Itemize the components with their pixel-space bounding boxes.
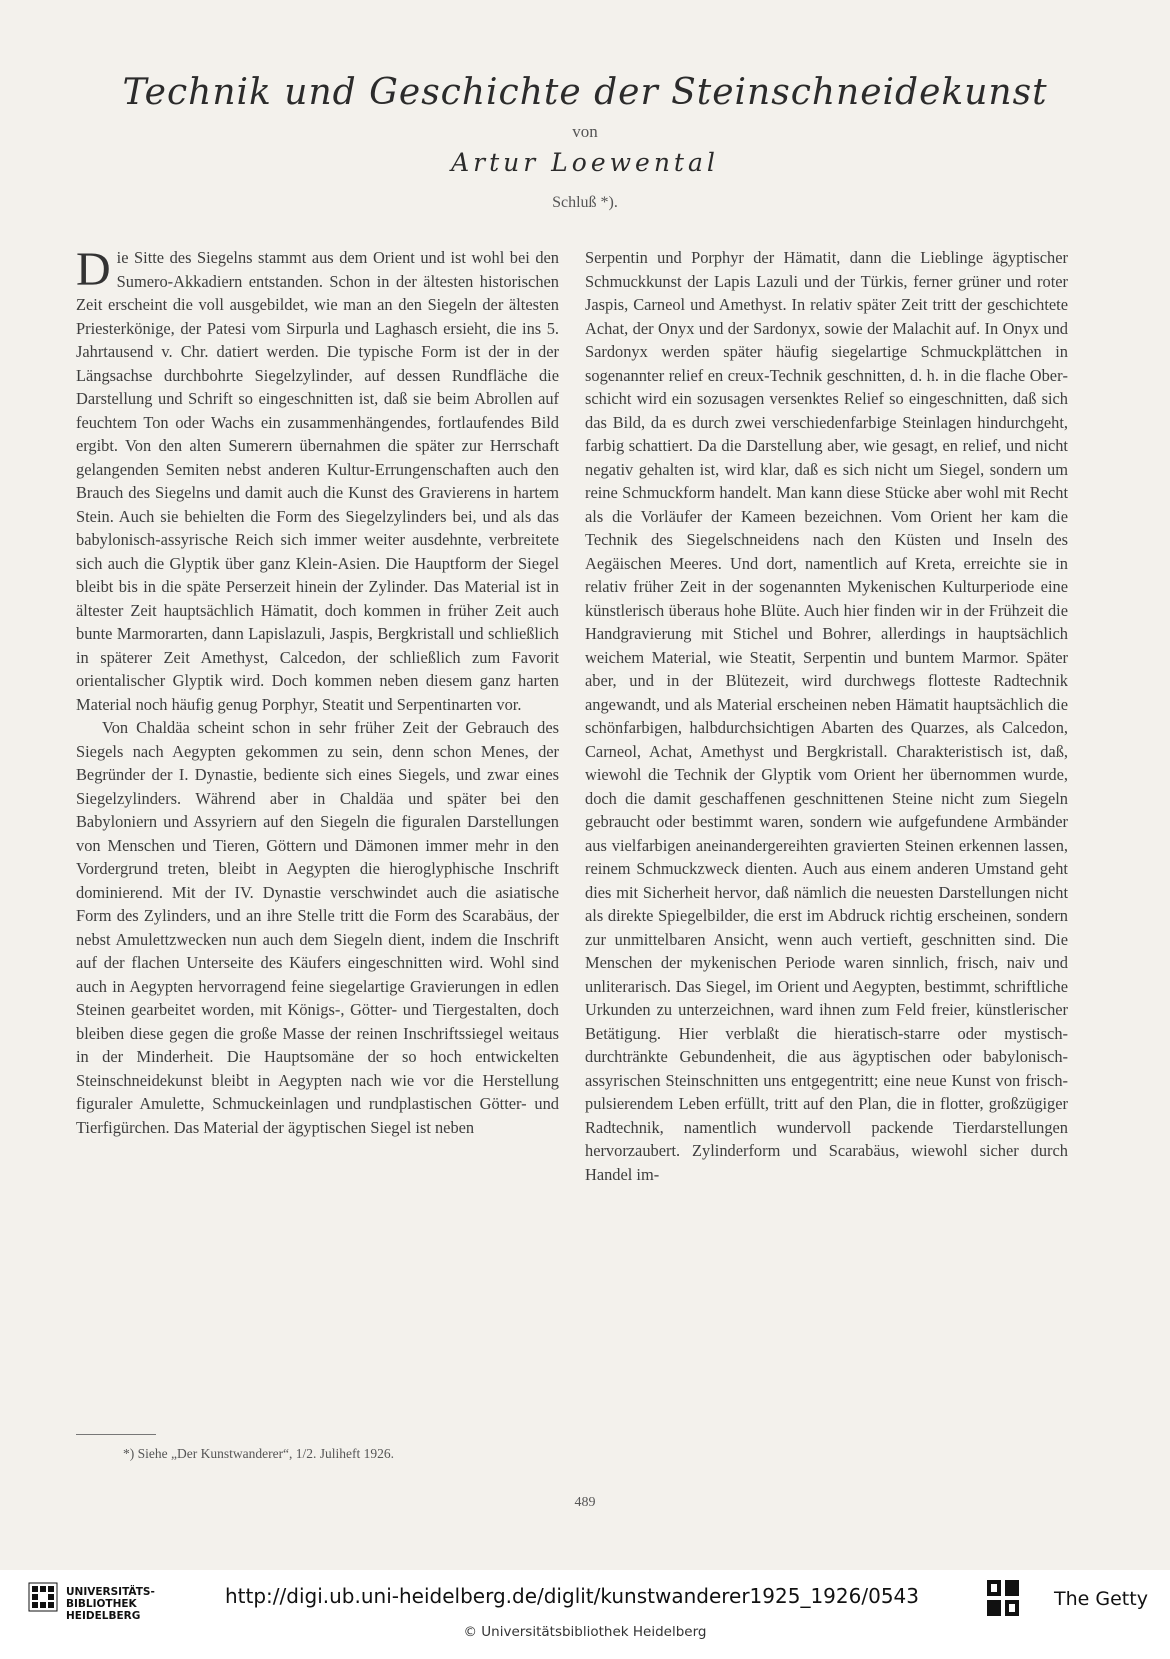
right-paragraph-1: Serpentin und Porphyr der Hämatit, dann die Lieblinge ägyptischer Schmuckkunst der Lapis Lazuli und der Türkis, ferner grüner und roter Jaspis, Carneol und Amethyst. In relativ später Zeit tritt der geschichtete Achat, der Onyx und der Sardonyx, sowie der Malachit auf. In Onyx und Sardonyx werden später häufig siegelartige Schmuckplättchen in sogenannter relief en creux-Technik geschnitten, d. h. in die flache Oberschicht wird ein sozusagen versenktes Relief so eingeschnitten, daß sich das Bild, da es durch zwei verschiedenfarbige Steinlagen hindurchgeht, farbig schattiert. Da die Darstellung aber, wie gesagt, en relief, und nicht negativ gehalten ist, wird klar, daß es sich nicht um Siegel, sondern um reine Schmuckform handelt. Man kann diese Stücke aber wohl mit Recht als die Vorläufer der Kameen bezeichnen. Vom Orient her kam die Technik des Siegelschneidens nach den Küsten und Inseln des Aegäischen Meeres. Und dort, namentlich auf Kreta, erreichte sie in relativ früher Zeit in der sogenannten Mykenischen Kulturperiode eine künstlerisch überaus hohe Blüte. Auch hier finden wir in der Frühzeit die Handgravierung mit Stichel und Bohrer, allerdings in hauptsächlich weichem Material, wie Steatit, Serpentin und buntem Marmor. Später aber, und in der Blütezeit, wird durchwegs flotteste Radtechnik angewandt, und als Material erscheinen neben Hämatit hauptsächlich die schönfarbigen, halbdurchsichtigen Abarten des Quarzes, als Calcedon, Carneol, Achat, Amethyst und Bergkristall. Charakteristisch ist, daß, wiewohl die Technik der Glyptik vom Orient her übernommen wurde, doch die damit geschaffenen geschnittenen Steine nicht zum Siegeln gebraucht oder bestimmt waren, sondern wie aufgefundene Armbänder aus vielfarbigen aneinandergereihten gravierten Steinen erkennen lassen, reinem Schmuckzweck dienten. Auch aus einem anderen Umstand geht dies mit Sicherheit hervor, daß nämlich die neuesten Darstellungen nicht als direkte Spiegelbilder, die erst im Abdruck richtig erscheinen, sondern zur unmittelbaren Ansicht, wenn auch vertieft, geschnitten sind. Die Menschen der mykenischen Periode waren sinnlich, frisch, naiv und unliterarisch. Das Siegel, im Orient und Aegypten, bestimmt, schriftliche Urkunden zu unterzeichnen, ward ihnen zum Feld freier, künstlerischer Betätigung. Hier verblaßt die hieratisch-starre oder mystisch-durchtränkte Gebundenheit, die aus ägyptischen oder babylonisch-assyrischen Steinschnitten uns entgegentritt; eine neue Kunst von frisch-pulsierendem Leben erfüllt, tritt auf den Plan, die in flotter, großzügiger Radtechnik, namentlich wundervoll packende Tierdarstellungen hervorzaubert. Zylinderform und Scarabäus, wiewohl sicher durch Handel im- xyxy=(585,248,1068,1184)
library-name: UNIVERSITÄTS- BIBLIOTHEK HEIDELBERG xyxy=(66,1586,155,1622)
left-paragraph-1 xyxy=(76,243,559,716)
footnote-rule xyxy=(76,1434,156,1435)
left-paragraph-1-text: ie Sitte des Siegelns stammt aus dem Orient und ist wohl bei den Sumero-Akkadiern entstanden. Schon in der ältesten historischen Zeit erscheint die voll ausgebildet, wie man an den Siegeln der ältesten Priesterkönige, der Patesi vom Sirpurla und Laghasch ersieht, die ins 5. Jahrtausend v. Chr. datiert werden. Die typische Form ist der in der Längsachse durchbohrte Siegelzylinder, auf dessen Rundfläche die Darstellung und Schrift so eingeschnitten ist, daß sie beim Abrollen auf feuchtem Ton oder Wachs ein zusammenhängendes, fortlaufendes Bild ergibt. Von den alten Sumerern übernahmen die später zur Herrschaft gelangenden Semiten nebst anderen Kultur-Errungenschaften auch den Brauch des Siegelns und damit auch die Kunst des Gravierens in hartem Stein. Auch sie behielten die Form des Siegelzylinders bei, und als das babylonisch-assyrische Reich sich immer weiter ausdehnte, verbreitete sich auch die Glyptik über ganz Klein-Asien. Die Hauptform der Siegel bleibt bis in die späte Perserzeit hinein der Zylinder. Das Material ist in ältester Zeit hauptsächlich Hämatit, doch kommen in früher Zeit auch bunte Marmorarten, dann Lapislazuli, Jaspis, Bergkristall und schließlich in späterer Zeit Amethyst, Calcedon, der schließlich zum Favorit orientalischer Glyptik wird. Doch kommen neben diesem ganz harten Material noch häufig genug Porphyr, Steatit und Serpentinarten vor. xyxy=(76,248,559,714)
article-von: von xyxy=(572,122,598,141)
getty-name: The Getty xyxy=(1054,1588,1148,1610)
footnote: *) Siehe „Der Kunstwanderer“, 1/2. Juliheft 1926. xyxy=(123,1446,395,1461)
permalink-url[interactable]: http://digi.ub.uni-heidelberg.de/diglit/kunstwanderer1925_1926/0543 xyxy=(225,1584,919,1608)
right-column xyxy=(585,246,1068,1186)
page-number: 489 xyxy=(574,1495,596,1510)
university-library-logo-icon xyxy=(28,1582,58,1612)
left-paragraph-2: Von Chaldäa scheint schon in sehr früher Zeit der Gebrauch des Siegels nach Aegypten gekommen zu sein, denn schon Menes, der Begründer der I. Dynastie, bediente sich eines Siegels, und zwar eines Siegelzylinders. Während aber in Chaldäa und später bei den Babyloniern und Assyriern auf den Siegeln die figuralen Darstellungen von Menschen und Tieren, Göttern und Dämonen immer mehr in den Vordergrund treten, bleibt in Aegypten die hieroglyphische Inschrift dominierend. Mit der IV. Dynastie verschwindet auch die asiatische Form des Zylinders, und an ihre Stelle tritt die Form des Scarabäus, der nebst Amulettzwecken nun auch dem Siegeln dient, indem die Inschrift auf der flachen Unterseite des Käufers eingeschnitten wird. Wohl sind auch in Aegypten hervorragend feine siegelartige Gravierungen in edlen Steinen gearbeitet worden, mit Königs-, Götter- und Tiergestalten, doch bleiben diese gegen die große Masse der reinen Inschriftssiegel weitaus in der Minderheit. Die Hauptsomäne der so hoch entwickelten Steinschneidekunst bleibt in Aegypten nach wie vor die Herstellung figuraler Amulette, Schmuckeinlagen und rundplastischen Götter- und Tierfigürchen. Das Material der ägyptischen Siegel ist neben xyxy=(76,718,559,1137)
left-column xyxy=(76,243,559,1139)
article-title: Technik und Geschichte der Steinschneidekunst xyxy=(122,72,1048,113)
article-subtitle: Schluß *). xyxy=(552,194,618,211)
footer-bar xyxy=(0,1570,1170,1659)
getty-logo-icon xyxy=(985,1578,1021,1618)
copyright-notice: © Universitätsbibliothek Heidelberg xyxy=(463,1624,707,1640)
article-author: Artur Loewental xyxy=(451,148,719,177)
dropcap: D xyxy=(76,243,111,296)
